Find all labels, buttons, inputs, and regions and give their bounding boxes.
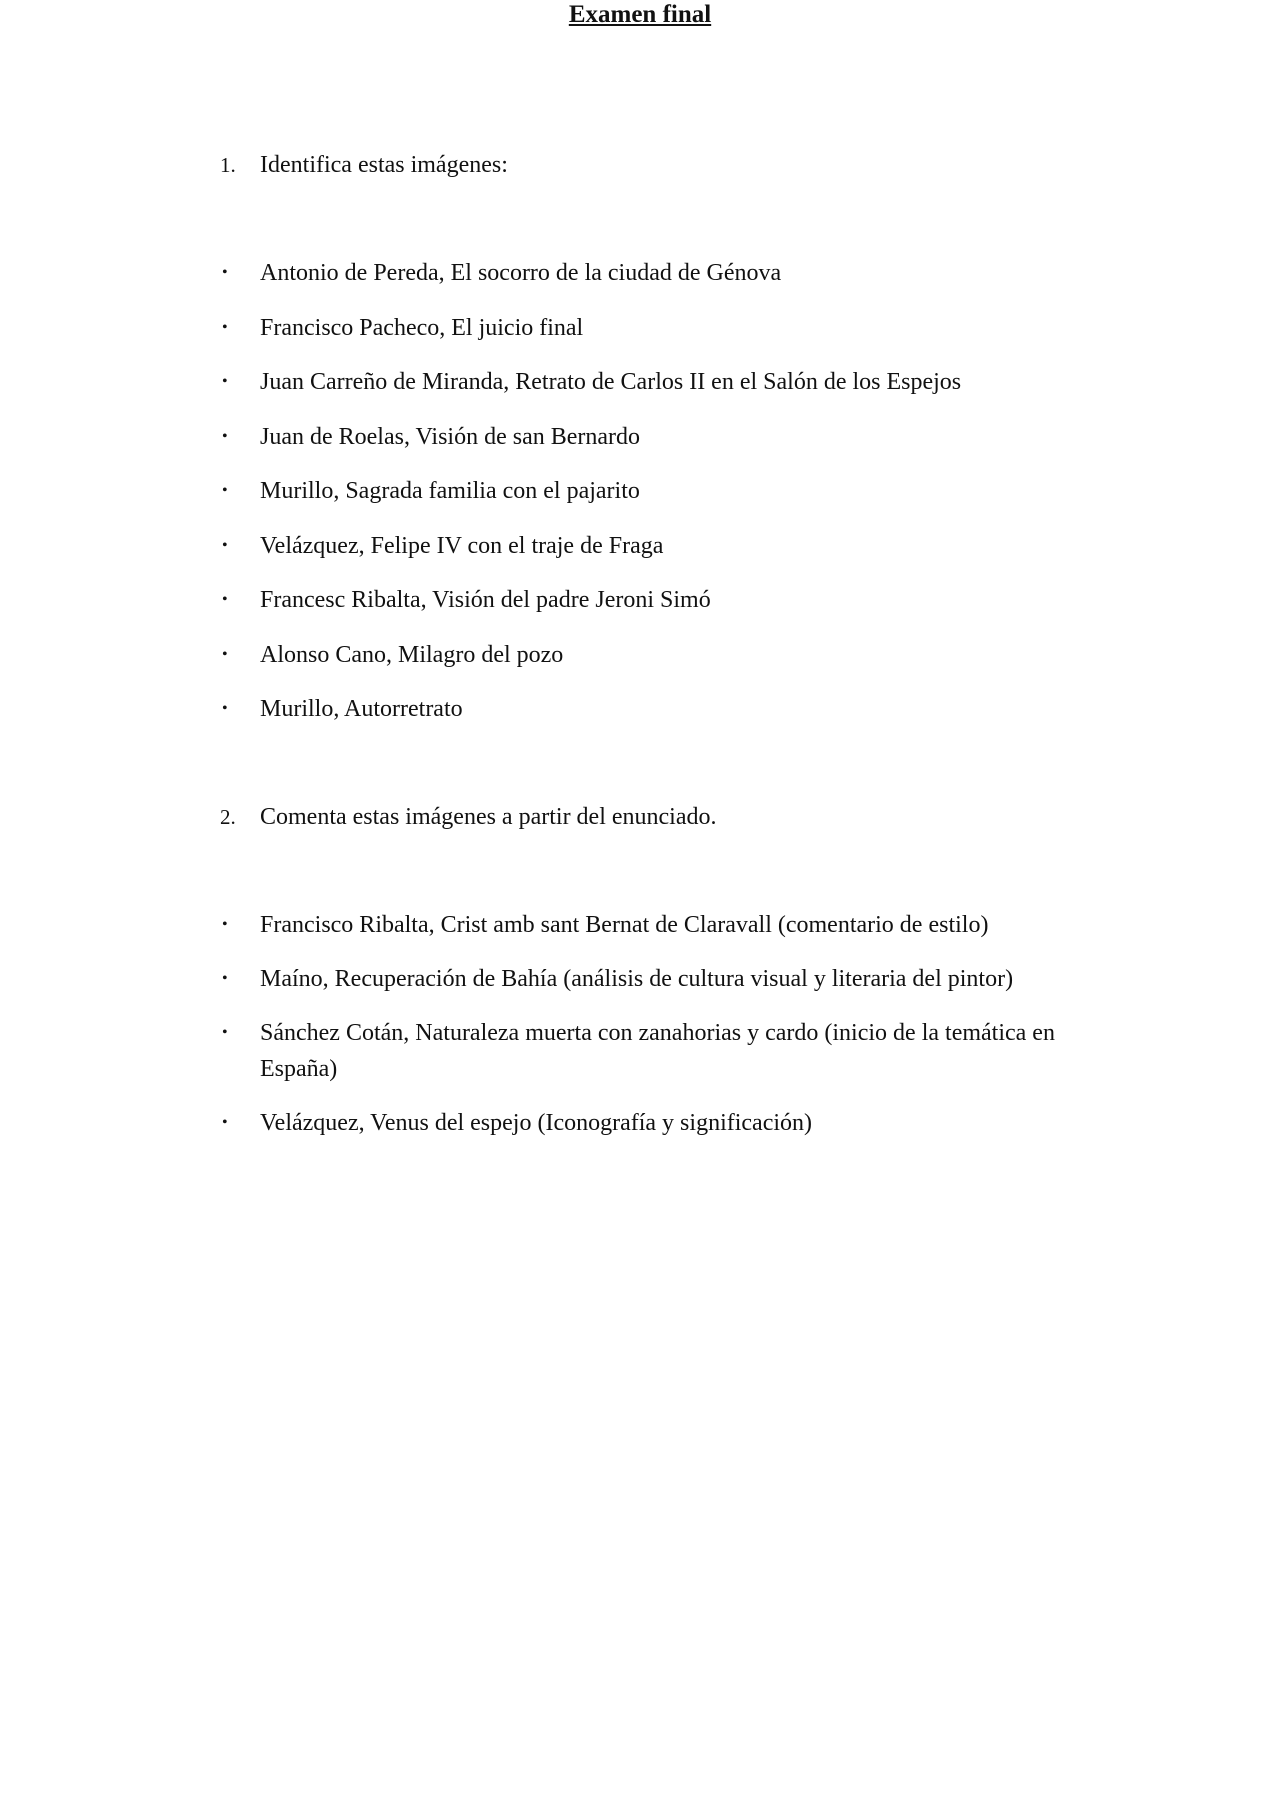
bullet-icon: • xyxy=(222,482,228,499)
list-item xyxy=(220,961,1100,997)
list-item xyxy=(220,1015,1100,1087)
list-item xyxy=(220,1105,1100,1141)
bullet-icon: • xyxy=(222,427,228,445)
list-item-text: Murillo, Autorretrato xyxy=(260,696,463,722)
list-item xyxy=(220,310,1100,365)
section-1-heading-text: Identifica estas imágenes: xyxy=(260,152,508,178)
bullet-icon: • xyxy=(222,318,228,336)
bullet-icon: • xyxy=(222,373,228,390)
document-title: Examen final xyxy=(568,1,712,28)
section-1-list xyxy=(220,255,1100,746)
list-item xyxy=(220,528,1100,583)
list-item-text: Juan de Roelas, Visión de san Bernardo xyxy=(260,423,641,450)
list-item-text: Murillo, Sagrada familia con el pajarito xyxy=(260,478,640,504)
list-item xyxy=(220,473,1100,528)
list-item xyxy=(220,582,1100,637)
list-item-text: Antonio de Pereda, El socorro de la ciudad de Génova xyxy=(260,260,782,286)
bullet-icon: • xyxy=(222,700,228,717)
list-item xyxy=(220,364,1100,419)
list-item xyxy=(220,691,1100,746)
list-item-text: Velázquez, Venus del espejo (Iconografía y significación) xyxy=(260,1110,813,1136)
list-item-text: Francisco Ribalta, Crist amb sant Bernat de Claravall (comentario de estilo) xyxy=(260,912,989,938)
list-item-text: Sánchez Cotán, Naturaleza muerta con zanahorias y cardo (inicio de la temática en España) xyxy=(260,1020,1055,1082)
list-item-text: Francisco Pacheco, El juicio final xyxy=(260,314,584,341)
list-item xyxy=(220,637,1100,692)
section-2-heading-text: Comenta estas imágenes a partir del enunciado. xyxy=(260,804,717,830)
list-item-text: Velázquez, Felipe IV con el traje de Fraga xyxy=(260,532,664,559)
list-item xyxy=(220,907,1100,943)
bullet-icon: • xyxy=(222,1024,228,1041)
bullet-icon: • xyxy=(222,264,228,281)
section-2-list xyxy=(220,907,1100,1159)
bullet-icon: • xyxy=(222,591,228,608)
list-item xyxy=(220,255,1100,310)
bullet-icon: • xyxy=(222,645,228,663)
section-1-number: 1. xyxy=(220,153,236,177)
list-item-text: Alonso Cano, Milagro del pozo xyxy=(260,641,564,668)
list-item-text: Juan Carreño de Miranda, Retrato de Carlos II en el Salón de los Espejos xyxy=(260,369,962,395)
list-item-text: Francesc Ribalta, Visión del padre Jeroni Simó xyxy=(260,587,711,613)
section-2-number: 2. xyxy=(220,805,236,829)
bullet-icon: • xyxy=(222,536,228,554)
bullet-icon: • xyxy=(222,970,228,987)
list-item-text: Maíno, Recuperación de Bahía (análisis de cultura visual y literaria del pintor) xyxy=(260,966,1014,992)
bullet-icon: • xyxy=(222,1114,228,1131)
bullet-icon: • xyxy=(222,916,228,933)
list-item xyxy=(220,419,1100,474)
